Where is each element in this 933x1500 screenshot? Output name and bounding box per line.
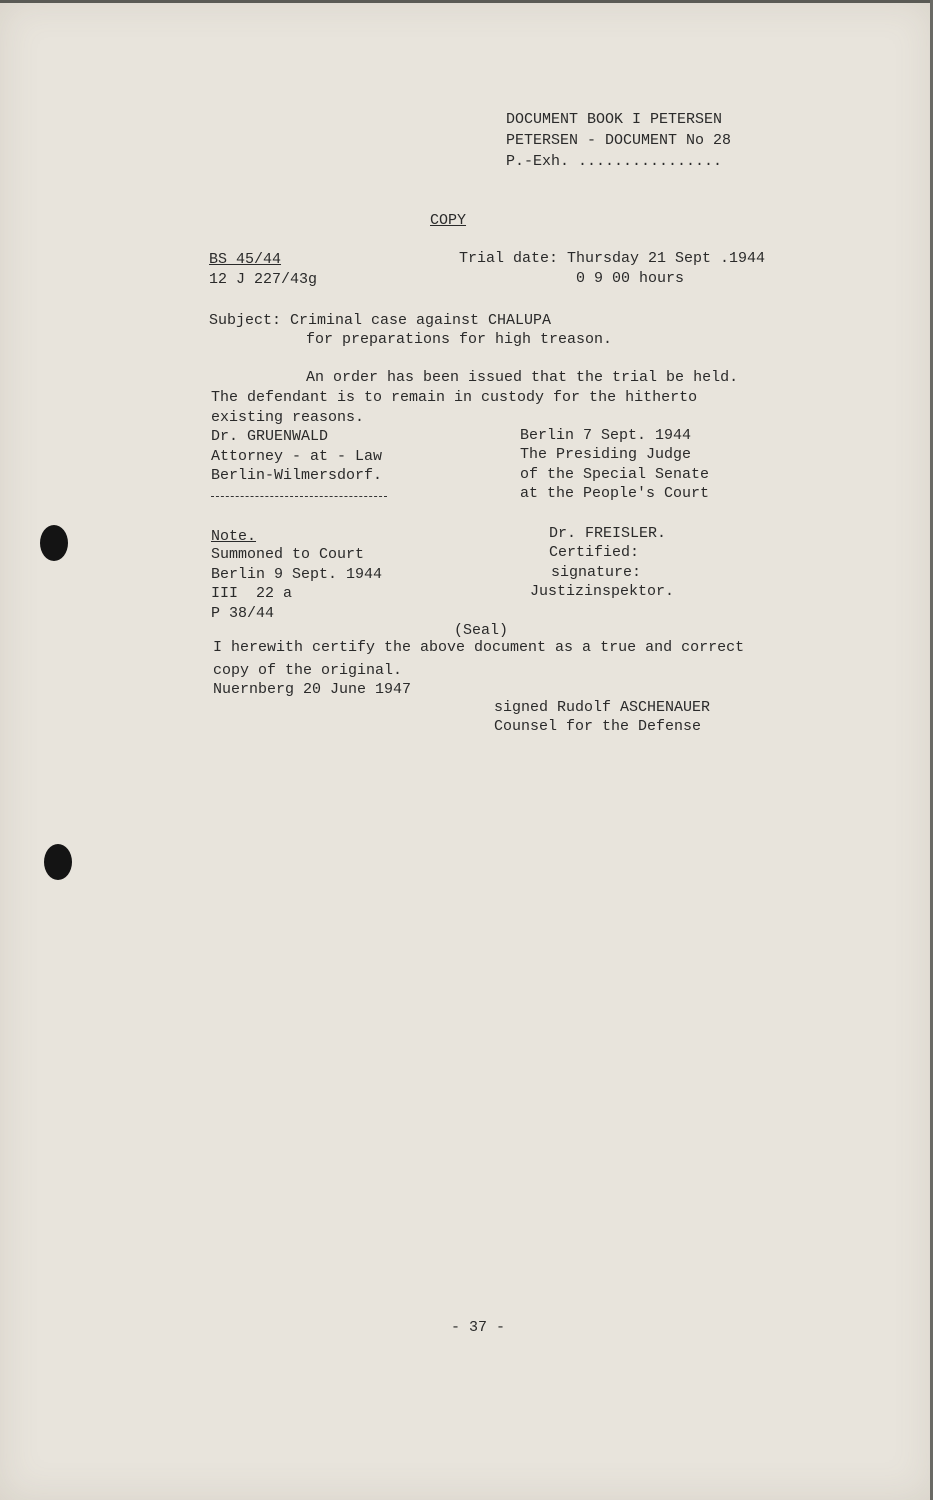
attorney-name: Dr. GRUENWALD bbox=[211, 428, 329, 445]
header-line-1: DOCUMENT BOOK I PETERSEN bbox=[506, 111, 723, 128]
page-number: - 37 - bbox=[451, 1319, 506, 1336]
body-line-3: existing reasons. bbox=[211, 409, 365, 426]
certification-place-date: Nuernberg 20 June 1947 bbox=[213, 681, 412, 698]
counsel-signature: signed Rudolf ASCHENAUER bbox=[494, 699, 711, 716]
trial-time: 0 9 00 hours bbox=[576, 270, 685, 287]
divider-line bbox=[211, 496, 387, 497]
note-line-1: Summoned to Court bbox=[211, 546, 365, 563]
signer-name: Dr. FREISLER. bbox=[549, 525, 667, 542]
certified-label: Certified: bbox=[549, 544, 640, 561]
page-edge-top bbox=[0, 0, 933, 3]
note-label: Note. bbox=[211, 528, 257, 545]
judge-line-2: The Presiding Judge bbox=[520, 446, 692, 463]
note-line-2: Berlin 9 Sept. 1944 bbox=[211, 566, 383, 583]
note-line-3: III 22 a bbox=[211, 585, 293, 602]
judge-line-3: of the Special Senate bbox=[520, 466, 710, 483]
subject-line-2: for preparations for high treason. bbox=[306, 331, 613, 348]
judge-line-1: Berlin 7 Sept. 1944 bbox=[520, 427, 692, 444]
signer-title: Justizinspektor. bbox=[530, 583, 675, 600]
header-exhibit-line: P.-Exh. ................ bbox=[506, 153, 723, 170]
subject-line-1: Subject: Criminal case against CHALUPA bbox=[209, 312, 552, 329]
body-line-2: The defendant is to remain in custody for the hitherto bbox=[211, 389, 698, 406]
attorney-title: Attorney - at - Law bbox=[211, 448, 383, 465]
certification-line-1: I herewith certify the above document as a true and correct bbox=[213, 639, 745, 656]
counsel-title: Counsel for the Defense bbox=[494, 718, 702, 735]
header-line-2: PETERSEN - DOCUMENT No 28 bbox=[506, 132, 732, 149]
seal-label: (Seal) bbox=[454, 622, 509, 639]
trial-date: Trial date: Thursday 21 Sept .1944 bbox=[459, 250, 766, 267]
judge-line-4: at the People's Court bbox=[520, 485, 710, 502]
attorney-location: Berlin-Wilmersdorf. bbox=[211, 467, 383, 484]
file-ref-2: 12 J 227/43g bbox=[209, 271, 318, 288]
signature-label: signature: bbox=[551, 564, 642, 581]
file-ref-1: BS 45/44 bbox=[209, 251, 282, 268]
copy-label: COPY bbox=[430, 212, 467, 229]
body-line-1: An order has been issued that the trial be held. bbox=[306, 369, 739, 386]
note-line-4: P 38/44 bbox=[211, 605, 275, 622]
punch-hole-lower bbox=[44, 844, 72, 880]
punch-hole-upper bbox=[40, 525, 68, 561]
certification-line-2: copy of the original. bbox=[213, 662, 403, 679]
